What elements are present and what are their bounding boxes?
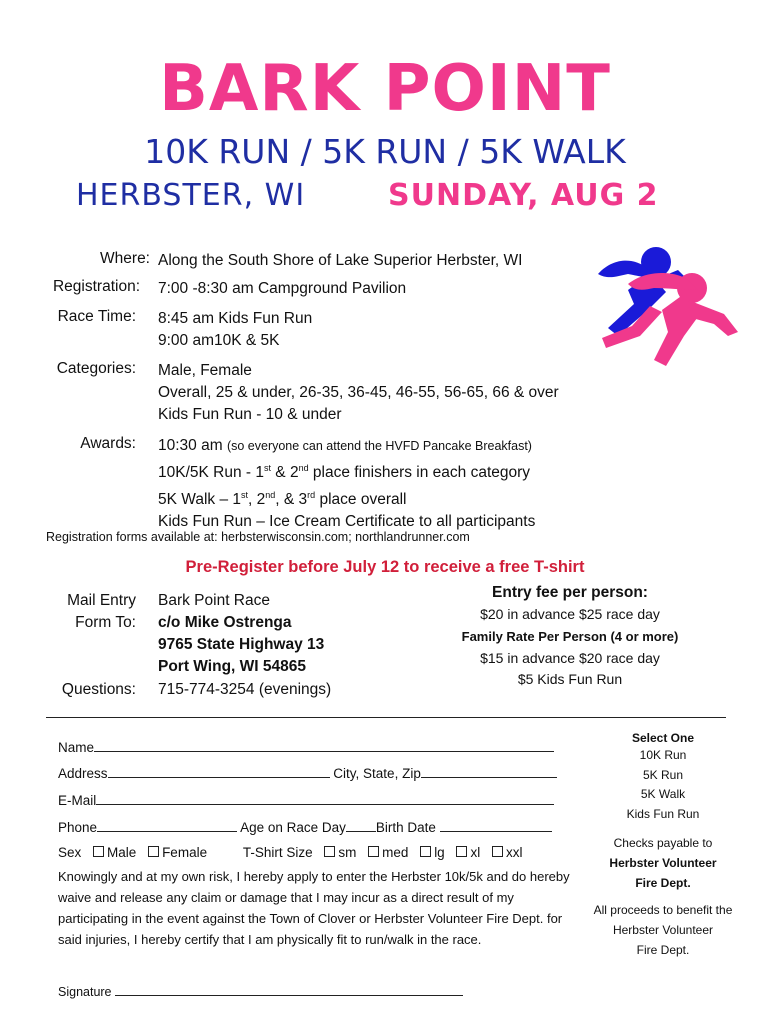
categories-ages: Overall, 25 & under, 26-35, 36-45, 46-55, 56-65, 66 & over	[158, 384, 559, 401]
questions-label: Questions:	[61, 681, 136, 698]
select-one-heading: Select One	[631, 731, 695, 745]
awards-run: 10K/5K Run - 1st & 2nd place finishers in each category	[158, 463, 531, 482]
divider	[46, 717, 726, 718]
fee-individual: $20 in advance $25 race day	[480, 606, 660, 622]
phone-field[interactable]: Phone Age on Race Day Birth Date	[58, 818, 552, 835]
female-checkbox[interactable]	[148, 846, 159, 857]
mail-entry-label: Mail Entry Form To:	[67, 592, 136, 631]
mail-address	[158, 590, 324, 678]
signature-field[interactable]: Signature	[58, 982, 463, 999]
race-time-label: Race Time:	[57, 308, 136, 325]
size-lg-checkbox[interactable]	[420, 846, 431, 857]
preregister-banner: Pre-Register before July 12 to receive a free T-shirt	[185, 558, 585, 576]
size-sm-checkbox[interactable]	[324, 846, 335, 857]
categories-gender: Male, Female	[158, 362, 252, 379]
race-option-5k-walk[interactable]: 5K Walk	[640, 787, 686, 801]
race-option-5k-run[interactable]: 5K Run	[642, 768, 684, 782]
size-xl-checkbox[interactable]	[456, 846, 467, 857]
mail-line1: Bark Point Race	[158, 592, 270, 609]
fee-heading: Entry fee per person:	[492, 584, 648, 601]
male-checkbox[interactable]	[93, 846, 104, 857]
questions-value: 715-774-3254 (evenings)	[158, 681, 332, 698]
checks-payable: Checks payable to Herbster Volunteer Fire Dept.	[609, 836, 717, 890]
size-xxl-checkbox[interactable]	[492, 846, 503, 857]
where-value: Along the South Shore of Lake Superior Herbster, WI	[158, 252, 523, 269]
event-subtitle: 10K RUN / 5K RUN / 5K WALK	[144, 132, 626, 171]
race-time-value	[158, 308, 312, 352]
race-option-10k[interactable]: 10K Run	[639, 748, 687, 762]
city-field: City, State, Zip	[333, 766, 421, 781]
awards-label: Awards:	[80, 435, 136, 452]
where-label: Where:	[100, 250, 150, 267]
age-field: Age on Race Day	[240, 820, 346, 835]
mail-line3: 9765 State Highway 13	[158, 636, 325, 653]
sex-tshirt-row: Sex Male Female T-Shirt Size sm med lg xl xxl	[58, 845, 523, 860]
event-location: HERBSTER, WI	[76, 178, 306, 213]
event-date: SUNDAY, AUG 2	[388, 178, 659, 213]
forms-available-note: Registration forms available at: herbsterwisconsin.com; northlandrunner.com	[46, 530, 470, 544]
fee-family: $15 in advance $20 race day	[480, 650, 660, 666]
event-title: BARK POINT	[159, 52, 611, 126]
email-field[interactable]: E-Mail	[58, 791, 554, 808]
awards-note: (so everyone can attend the HVFD Pancake Breakfast)	[226, 439, 532, 453]
waiver-text: Knowingly and at my own risk, I hereby apply to enter the Herbster 10k/5k and do hereby waive and release any claim or damage that I may incur as a direct result of my participating in the event against the Town of Clover or Herbster Volunteer Fire Dept. for said injuries, I hereby certify that I am physically fit to run/walk in the race.	[58, 869, 570, 947]
awards-value	[158, 435, 535, 533]
race-option-kids[interactable]: Kids Fun Run	[626, 807, 700, 821]
address-field[interactable]: Address City, State, Zip	[58, 764, 557, 781]
size-med-checkbox[interactable]	[368, 846, 379, 857]
mail-line4: Port Wing, WI 54865	[158, 658, 306, 675]
runners-logo-icon	[588, 240, 740, 370]
name-field[interactable]: Name	[58, 738, 554, 755]
awards-time: 10:30 am	[158, 437, 223, 454]
race-time-kids: 8:45 am Kids Fun Run	[158, 310, 313, 327]
registration-value: 7:00 -8:30 am Campground Pavilion	[158, 280, 407, 297]
awards-walk: 5K Walk – 1st, 2nd, & 3rd place overall	[158, 490, 407, 509]
fee-kids: $5 Kids Fun Run	[517, 671, 623, 687]
race-time-main: 9:00 am10K & 5K	[158, 332, 280, 349]
birth-date-field: Birth Date	[375, 820, 436, 835]
registration-label: Registration:	[52, 278, 140, 295]
proceeds-note: All proceeds to benefit the Herbster Volunteer Fire Dept.	[593, 903, 733, 957]
categories-label: Categories:	[56, 360, 136, 377]
mail-line2: c/o Mike Ostrenga	[158, 614, 292, 631]
categories-value	[158, 360, 559, 426]
fee-family-heading: Family Rate Per Person (4 or more)	[461, 629, 679, 644]
categories-kids: Kids Fun Run - 10 & under	[158, 406, 342, 423]
awards-kids: Kids Fun Run – Ice Cream Certificate to all participants	[158, 513, 536, 531]
